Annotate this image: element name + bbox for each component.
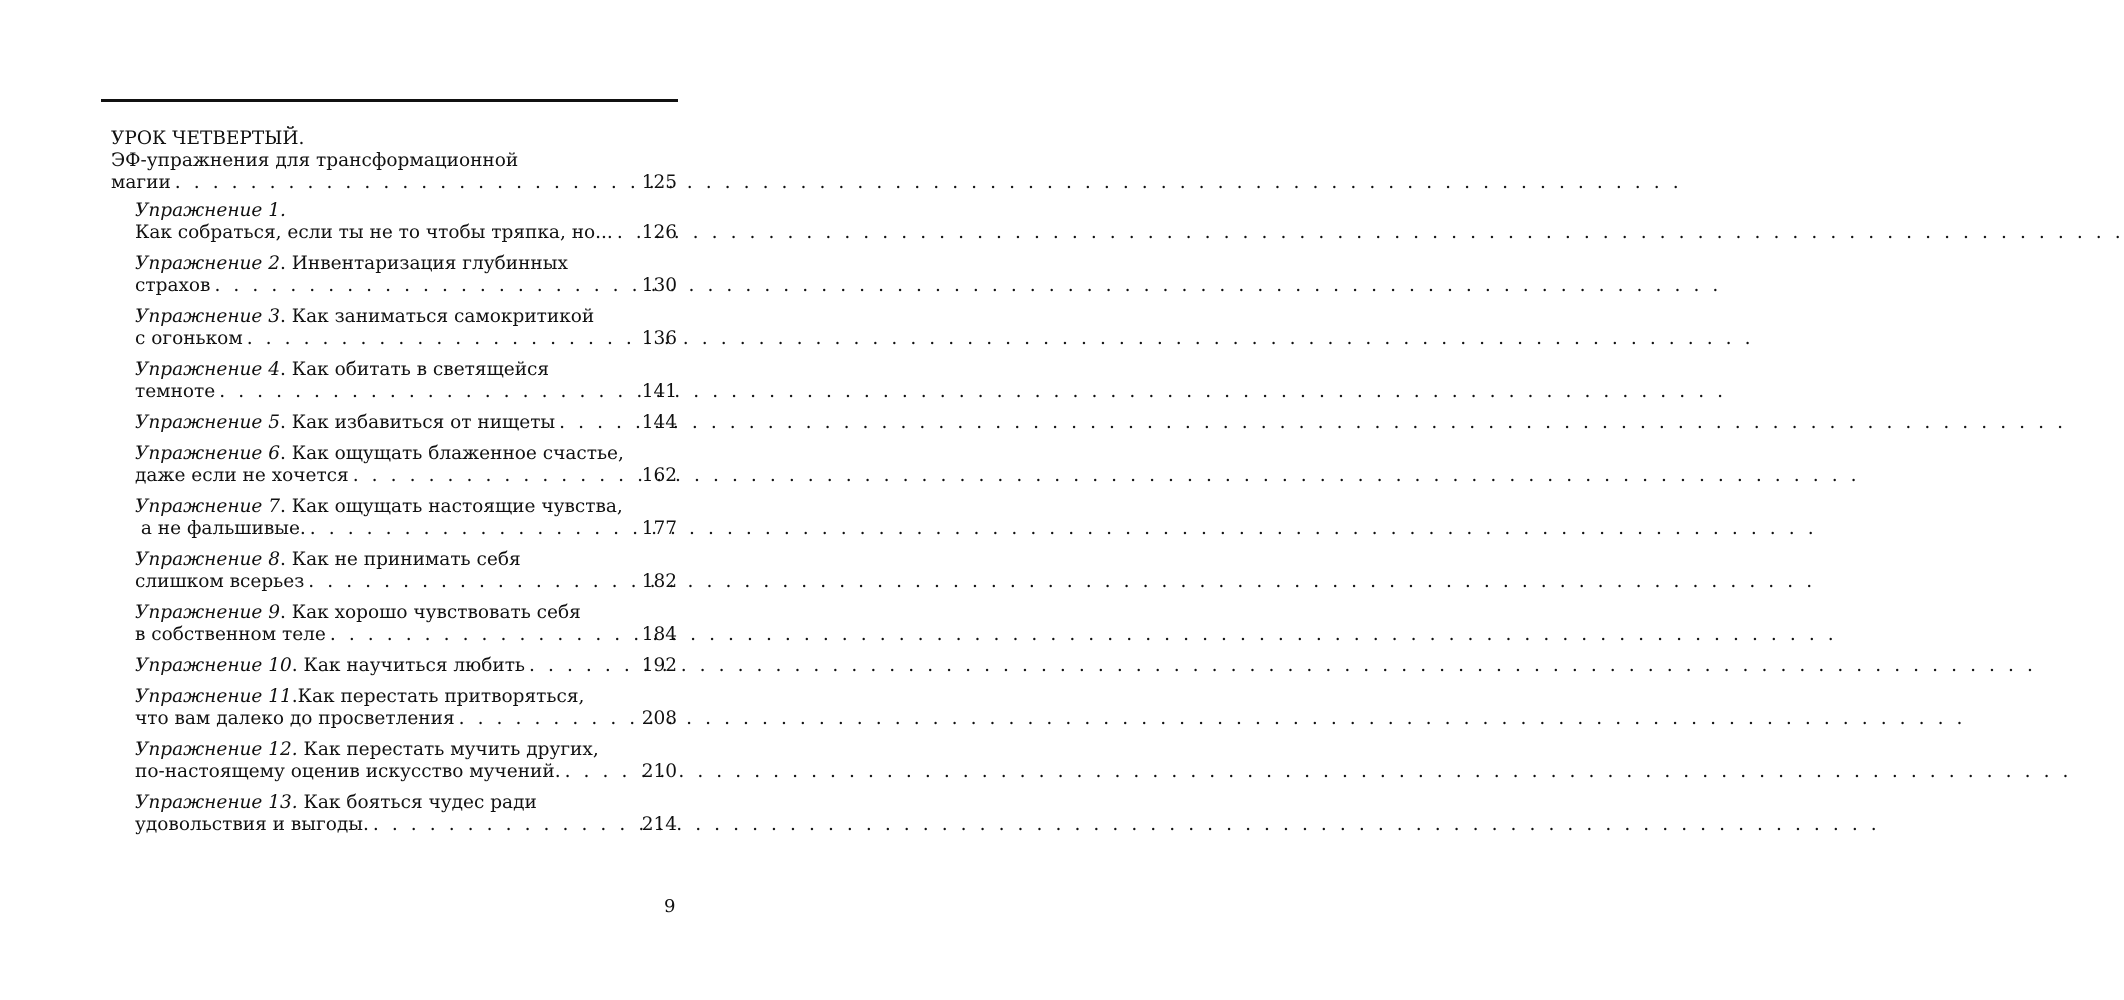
exercise-title: . Как ощущать блаженное счастье, [280, 443, 624, 464]
exercise-label: Упражнение 8 [135, 549, 281, 570]
entry-title-line [135, 306, 677, 328]
entry-title-line [135, 686, 677, 708]
exercise-title: . Как обитать в светящейся [280, 359, 550, 380]
exercise-label: Упражнение 9 [135, 602, 281, 623]
lesson-four-entry [111, 128, 677, 194]
lesson-heading: УРОК ЧЕТВЕРТЫЙ. [111, 128, 305, 149]
entry-title-line [135, 443, 677, 465]
exercise-title: . Как не принимать себя [280, 549, 521, 570]
exercise-title: . Как хорошо чувствовать себя [280, 602, 581, 623]
entry-title [135, 412, 555, 434]
toc-entry [135, 306, 677, 350]
exercise-title: .Как перестать притворяться, [291, 686, 585, 707]
lesson-page-number: 125 [641, 172, 677, 193]
entry-page-number: 130 [641, 275, 677, 296]
exercise-title: . Как научиться любить [291, 655, 526, 676]
entry-title [135, 306, 594, 328]
entry-title [135, 686, 584, 708]
entry-title [135, 792, 537, 814]
table-of-contents [111, 128, 677, 845]
entry-page-number: 214 [641, 814, 677, 835]
entry-page-number: 210 [641, 761, 677, 782]
entry-title-line [135, 359, 677, 381]
toc-entry [135, 496, 677, 540]
dot-leader [555, 412, 642, 434]
toc-entry [135, 549, 677, 593]
entry-page-number: 162 [641, 465, 677, 486]
entry-title-continuation: по-настоящему оценив искусство мучений. [135, 761, 561, 782]
entry-title [135, 739, 599, 761]
entry-title-continuation: страхов [135, 275, 211, 296]
dot-leader [171, 172, 642, 194]
entry-title-continuation: с огоньком [135, 328, 243, 349]
entry-page-number: 182 [641, 571, 677, 592]
entry-title [135, 602, 581, 624]
exercise-title: . Как ощущать настоящие чувства, [280, 496, 623, 517]
entry-continuation-line [135, 465, 677, 487]
entry-title [135, 549, 521, 571]
toc-entry [135, 739, 677, 783]
entry-title [135, 359, 549, 381]
toc-entry [135, 412, 677, 434]
entry-page-number: 141 [641, 381, 677, 402]
exercise-title: Как перестать мучить других, [297, 739, 599, 760]
entry-continuation-line [135, 624, 677, 646]
entry-page-number: 184 [641, 624, 677, 645]
entry-title-continuation: даже если не хочется [135, 465, 349, 486]
entry-title-line [135, 253, 677, 275]
toc-entry [135, 443, 677, 487]
exercise-label: Упражнение 13. [135, 792, 298, 813]
entry-title-continuation: что вам далеко до просветления [135, 708, 455, 729]
exercise-label: Упражнение 10 [135, 655, 292, 676]
toc-entry [135, 792, 677, 836]
exercise-title: Как бояться чудес ради [297, 792, 537, 813]
exercise-label: Упражнение 2 [135, 253, 281, 274]
exercise-label: Упражнение 11 [135, 686, 292, 707]
dot-leader [561, 761, 642, 783]
entry-title-line [135, 200, 677, 222]
dot-leader [243, 328, 642, 350]
entry-title-continuation: темноте [135, 381, 216, 402]
entry-continuation-line [135, 814, 677, 836]
dot-leader [306, 518, 642, 540]
entry-title-line [135, 549, 677, 571]
entry-title [135, 253, 568, 275]
toc-entry [135, 602, 677, 646]
dot-leader [215, 381, 641, 403]
entry-title [135, 496, 623, 518]
entry-page-number: 208 [641, 708, 677, 729]
lesson-page-line [111, 172, 677, 194]
entry-continuation-line [135, 518, 677, 540]
entry-page-number: 136 [641, 328, 677, 349]
toc-entry [135, 686, 677, 730]
exercise-label: Упражнение 1. [135, 200, 286, 221]
exercise-list [111, 200, 677, 836]
dot-leader [210, 275, 641, 297]
entry-title-line [135, 496, 677, 518]
top-rule [101, 99, 678, 102]
entry-continuation-line [135, 571, 677, 593]
entry-title-line [135, 602, 677, 624]
toc-entry [135, 655, 677, 677]
toc-entry [135, 359, 677, 403]
exercise-label: Упражнение 5 [135, 412, 281, 433]
dot-leader [304, 571, 641, 593]
entry-title-continuation: удовольствия и выгоды. [135, 814, 369, 835]
entry-page-number: 144 [641, 412, 677, 433]
dot-leader [455, 708, 642, 730]
lesson-title-line: ЭФ-упражнения для трансформационной [111, 150, 519, 171]
entry-title [135, 200, 286, 222]
exercise-label: Упражнение 6 [135, 443, 281, 464]
entry-page-number: 177 [641, 518, 677, 539]
exercise-label: Упражнение 12. [135, 739, 298, 760]
lesson-title-end: магии [111, 172, 171, 193]
entry-title-continuation: а не фальшивые. [135, 518, 306, 539]
entry-title-continuation: слишком всерьез [135, 571, 305, 592]
entry-page-number: 126 [641, 222, 677, 243]
page-number: 9 [664, 896, 676, 917]
entry-title-line [135, 792, 677, 814]
toc-entry [135, 200, 677, 244]
entry-title-continuation: в собственном теле [135, 624, 326, 645]
exercise-title: . Инвентаризация глубинных [280, 253, 568, 274]
entry-continuation-line [135, 381, 677, 403]
entry-continuation-line [135, 708, 677, 730]
toc-entry [135, 253, 677, 297]
exercise-label: Упражнение 4 [135, 359, 281, 380]
exercise-label: Упражнение 7 [135, 496, 281, 517]
entry-continuation-line [135, 275, 677, 297]
entry-title [135, 655, 525, 677]
entry-title-line [135, 655, 677, 677]
dot-leader [326, 624, 642, 646]
entry-continuation-line [135, 222, 677, 244]
exercise-title: . Как заниматься самокритикой [280, 306, 595, 327]
entry-title-line [135, 412, 677, 434]
dot-leader [525, 655, 642, 677]
entry-title [135, 443, 624, 465]
entry-title-line [135, 739, 677, 761]
exercise-title: . Как избавиться от нищеты [280, 412, 556, 433]
entry-continuation-line [135, 761, 677, 783]
entry-title-continuation: Как собраться, если ты не то чтобы тряпка, но... [135, 222, 613, 243]
dot-leader [349, 465, 642, 487]
exercise-label: Упражнение 3 [135, 306, 281, 327]
entry-page-number: 192 [641, 655, 677, 676]
dot-leader [613, 222, 642, 244]
dot-leader [369, 814, 642, 836]
entry-continuation-line [135, 328, 677, 350]
